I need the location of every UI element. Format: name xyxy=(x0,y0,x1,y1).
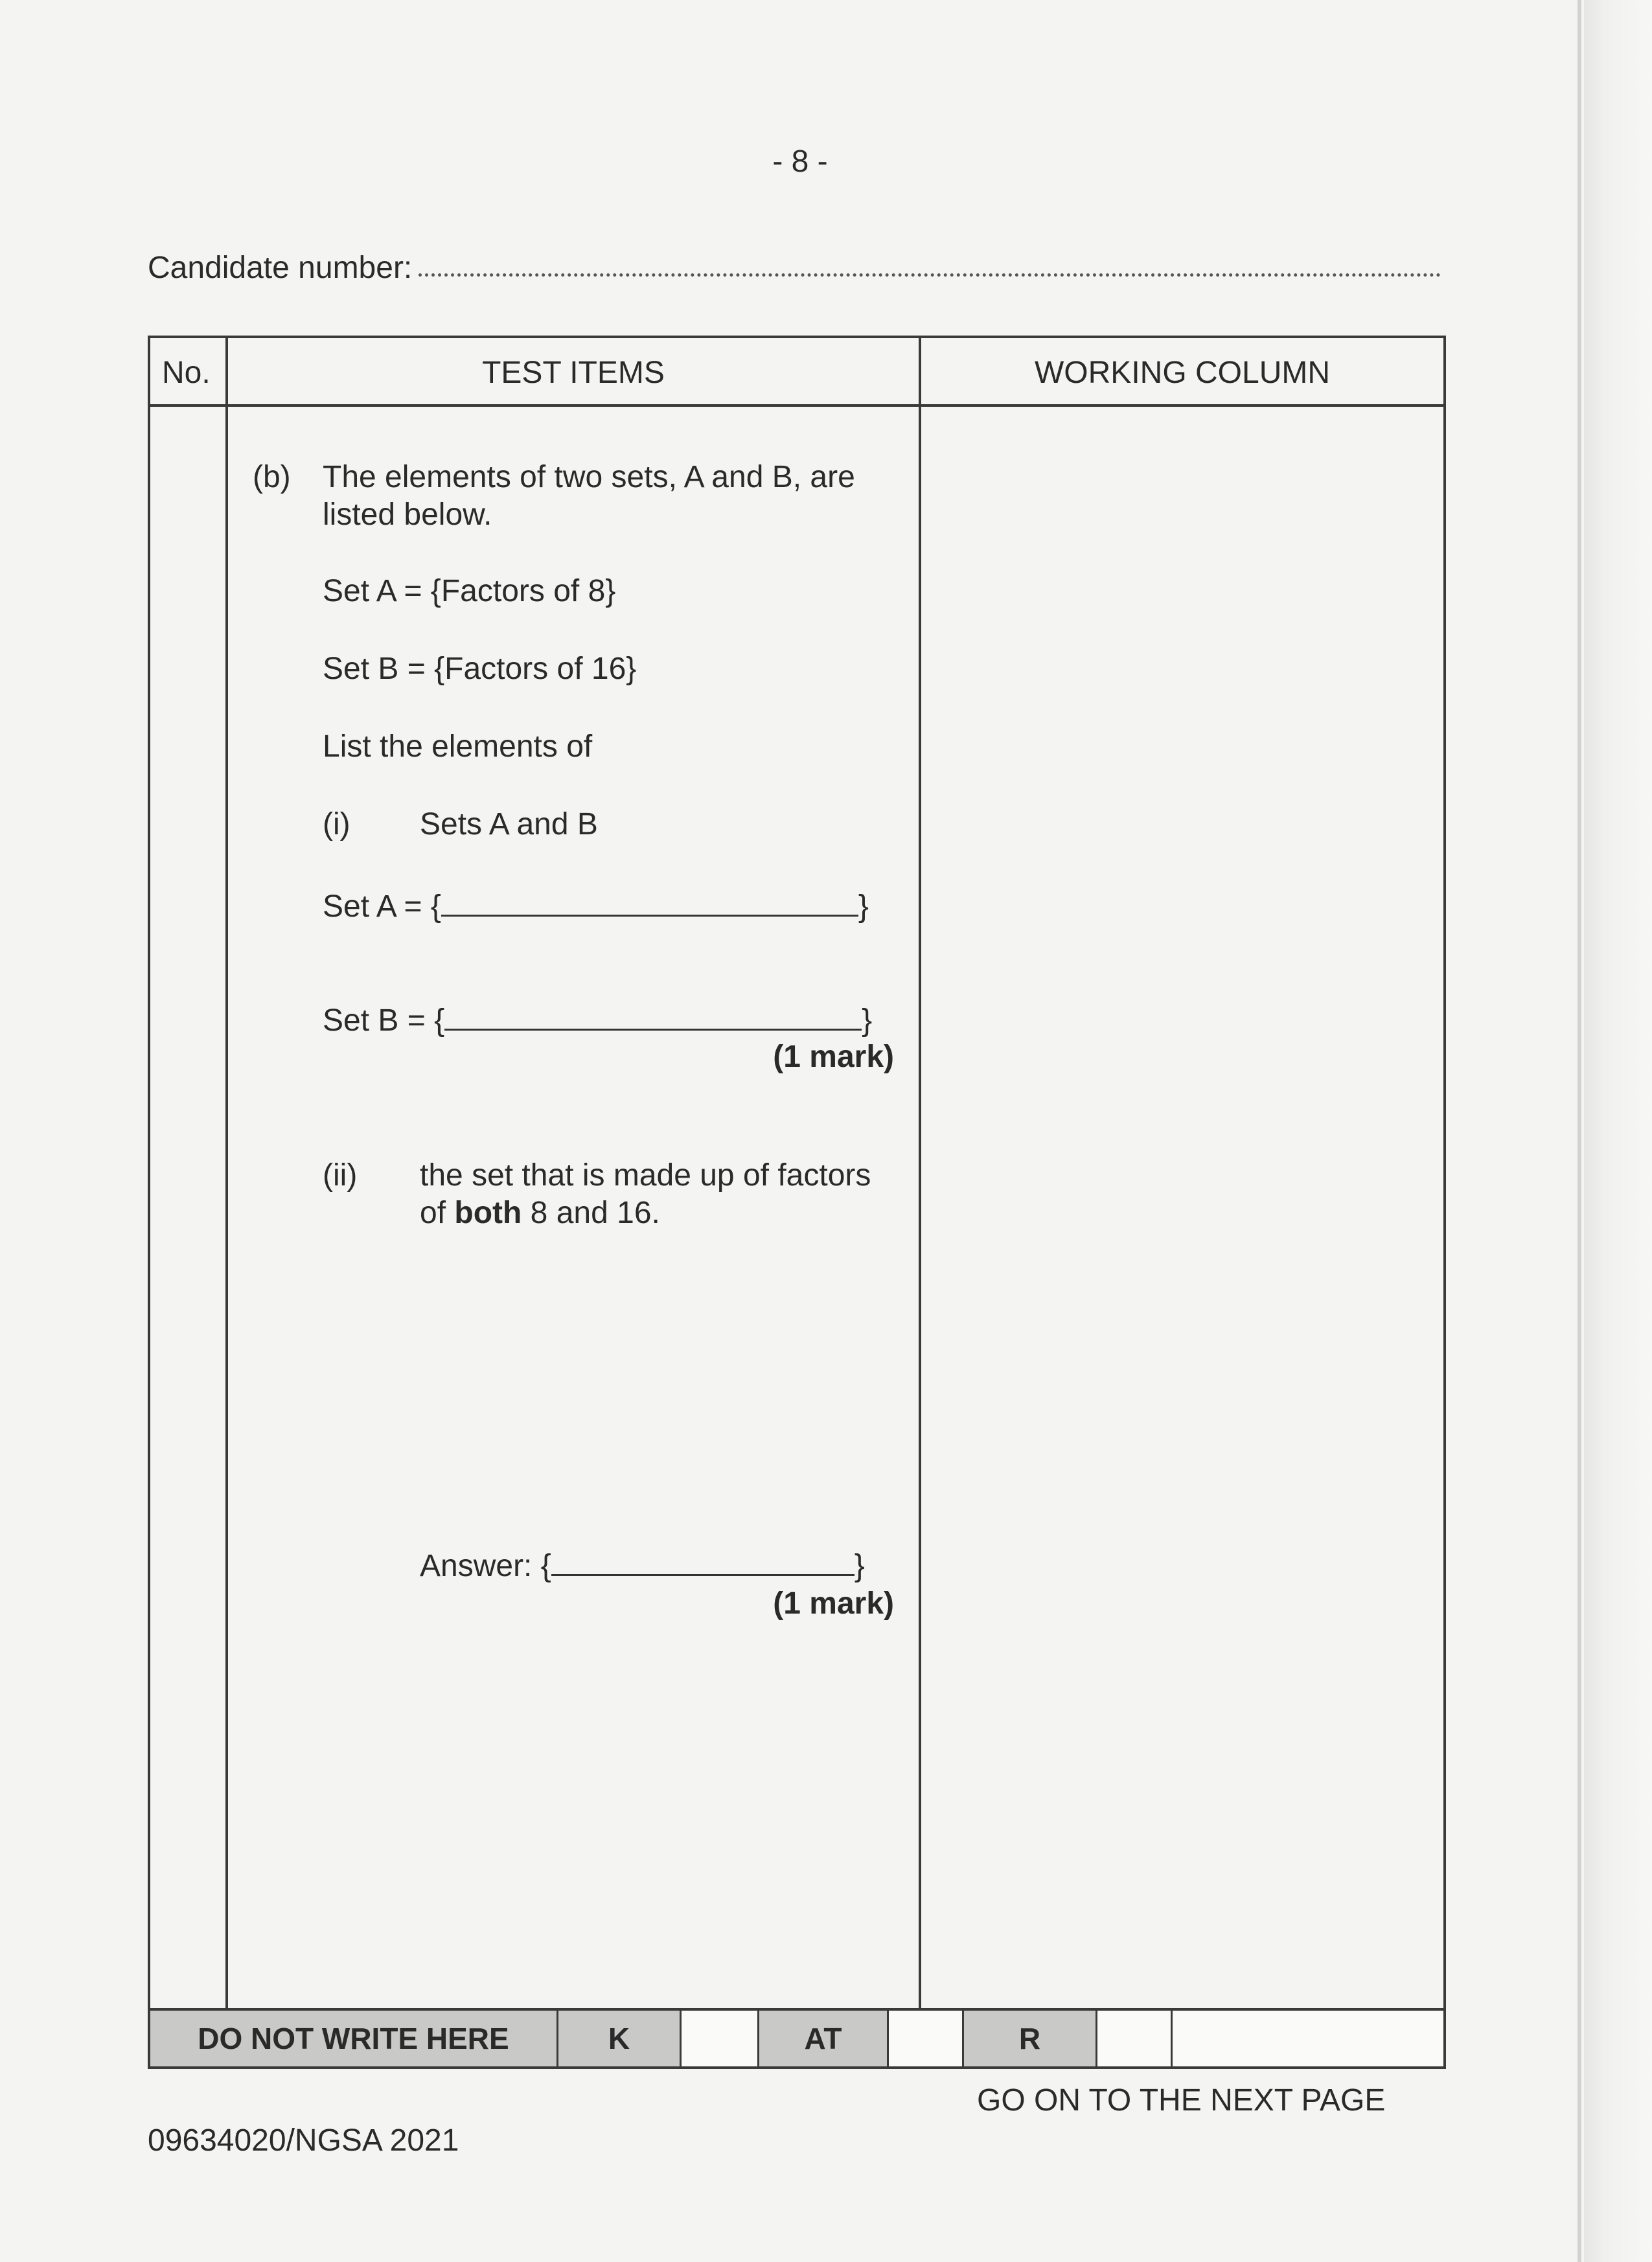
marking-k-box xyxy=(682,2011,759,2066)
set-b-answer-field[interactable] xyxy=(444,1000,862,1031)
mark-i: (1 mark) xyxy=(773,1040,894,1074)
set-a-answer-prefix: Set A = { xyxy=(323,889,441,924)
sub-ii-line-1: the set that is made up of factors xyxy=(420,1158,871,1193)
page-edge-line xyxy=(1577,0,1581,2262)
set-b-close-brace: } xyxy=(862,1003,873,1038)
marking-bar xyxy=(150,2008,1443,2066)
go-on-next-page: GO ON TO THE NEXT PAGE xyxy=(977,2083,1386,2118)
do-not-write-here: DO NOT WRITE HERE xyxy=(150,2011,558,2066)
sub-ii-text xyxy=(420,1157,899,1232)
answer-field[interactable] xyxy=(551,1546,855,1576)
set-b-definition: Set B = {Factors of 16} xyxy=(323,652,637,686)
marking-at: AT xyxy=(759,2011,889,2066)
page-number: - 8 - xyxy=(772,144,828,179)
mark-ii: (1 mark) xyxy=(773,1586,894,1621)
question-intro xyxy=(323,459,906,534)
part-label: (b) xyxy=(253,460,291,494)
intro-line-1: The elements of two sets, A and B, are xyxy=(323,460,855,494)
marking-empty xyxy=(1173,2011,1443,2066)
sub-ii-line-2-pre: of xyxy=(420,1196,455,1230)
sub-i-text: Sets A and B xyxy=(420,807,598,841)
paper-code: 09634020/NGSA 2021 xyxy=(148,2123,459,2158)
marking-r: R xyxy=(964,2011,1097,2066)
set-b-answer-prefix: Set B = { xyxy=(323,1003,445,1038)
header-test-items: TEST ITEMS xyxy=(482,355,665,390)
marking-k: K xyxy=(558,2011,682,2066)
set-a-definition: Set A = {Factors of 8} xyxy=(323,574,616,608)
candidate-number-line xyxy=(148,250,1441,286)
sub-ii-bold: both xyxy=(454,1196,522,1230)
column-divider-working xyxy=(919,338,921,2011)
page-edge-shadow xyxy=(1584,0,1652,2262)
marking-at-box xyxy=(889,2011,964,2066)
set-a-answer-line xyxy=(323,886,869,926)
sub-ii-line-2 xyxy=(420,1194,899,1232)
sub-ii-line-2-post: 8 and 16. xyxy=(522,1196,660,1230)
sub-i-label: (i) xyxy=(323,807,350,841)
sub-ii-label: (ii) xyxy=(323,1158,358,1193)
set-b-answer-line xyxy=(323,1000,872,1040)
set-a-answer-field[interactable] xyxy=(441,886,858,917)
header-working-column: WORKING COLUMN xyxy=(1035,355,1330,390)
header-no: No. xyxy=(162,355,211,390)
candidate-number-label: Candidate number: xyxy=(148,251,413,285)
question-table xyxy=(148,336,1446,2069)
answer-close-brace: } xyxy=(854,1549,865,1583)
answer-prefix: Answer: { xyxy=(420,1549,551,1583)
set-a-close-brace: } xyxy=(858,889,869,924)
candidate-number-field[interactable] xyxy=(419,273,1441,277)
marking-r-box xyxy=(1097,2011,1173,2066)
column-divider-no xyxy=(225,338,228,2011)
list-prompt: List the elements of xyxy=(323,729,593,764)
answer-line xyxy=(420,1546,865,1585)
intro-line-2: listed below. xyxy=(323,497,492,532)
